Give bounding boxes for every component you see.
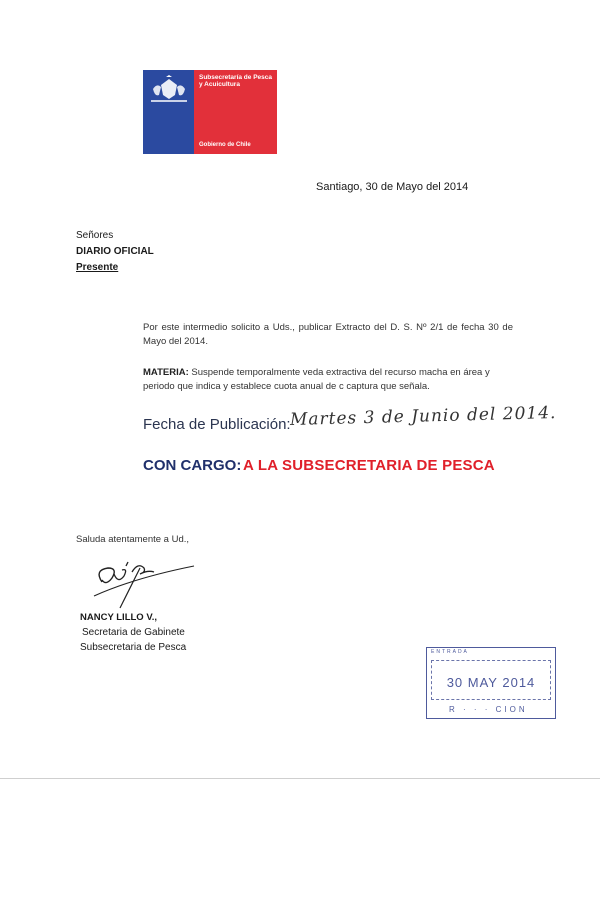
signatory-role: Secretaria de Gabinete — [82, 627, 185, 638]
date-line: Santiago, 30 de Mayo del 2014 — [316, 181, 469, 193]
logo-government: Gobierno de Chile — [199, 142, 251, 148]
signatory-name: NANCY LILLO V., — [80, 612, 158, 623]
stamp-inner-box — [431, 660, 551, 700]
handwritten-signature — [92, 552, 202, 614]
letterhead-logo — [143, 70, 277, 154]
page-edge-divider — [0, 778, 600, 779]
signatory-org: Subsecretaria de Pesca — [80, 642, 187, 653]
publication-label: Fecha de Publicación: — [143, 416, 291, 433]
stamp-top-text: ENTRADA — [431, 649, 469, 655]
body-paragraph: Por este intermedio solicito a Uds., publicar Extracto del D. S. Nº 2/1 de fecha 30 de Mayo del 2014. — [143, 322, 513, 347]
materia-text: Suspende temporalmente veda extractiva del recurso macha en área y periodo que indica y establece cuota anual de c captura que señala. — [143, 367, 490, 392]
publication-value-handwritten: Martes 3 de Junio del 2014. — [289, 403, 557, 430]
charge-label: CON CARGO: — [143, 457, 242, 474]
reception-stamp — [426, 647, 556, 719]
logo-blue-panel — [143, 70, 194, 154]
address-recipient: DIARIO OFICIAL — [76, 246, 154, 257]
charge-value: A LA SUBSECRETARIA DE PESCA — [243, 457, 495, 474]
materia-label: MATERIA: — [143, 367, 189, 378]
coat-of-arms-icon — [147, 75, 191, 107]
stamp-date: 30 MAY 2014 — [446, 675, 536, 690]
address-salutation: Señores — [76, 230, 114, 241]
materia-paragraph — [143, 366, 515, 394]
address-presente: Presente — [76, 262, 119, 273]
closing-line: Saluda atentamente a Ud., — [76, 534, 190, 545]
stamp-bottom-text: R · · · CION — [449, 705, 528, 714]
logo-org-name: Subsecretaría de Pesca y Acuicultura — [199, 74, 272, 88]
